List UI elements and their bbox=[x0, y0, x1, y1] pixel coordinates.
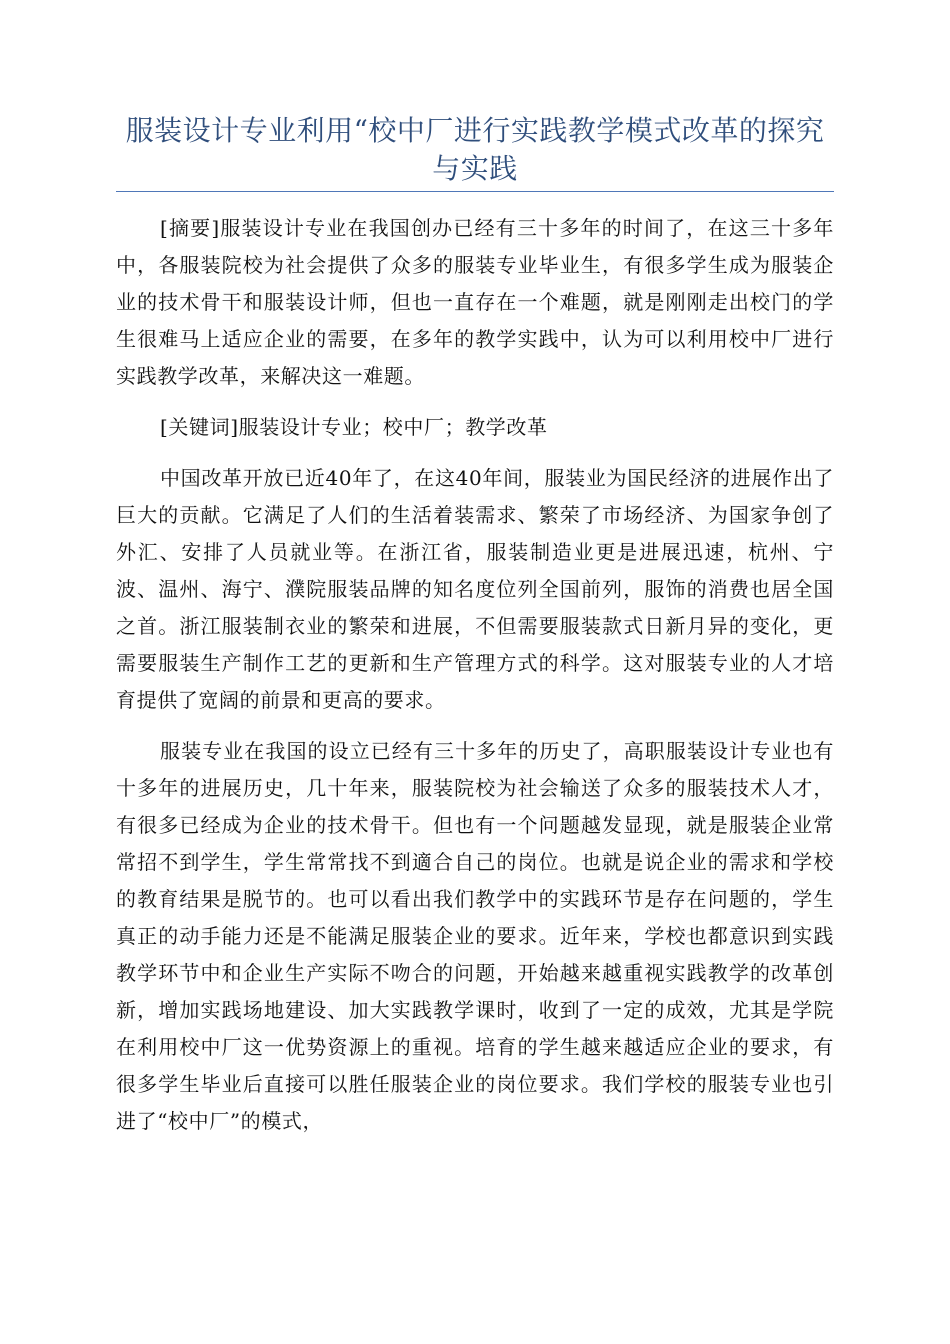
document-title: 服装设计专业利用“校中厂进行实践教学模式改革的探究与实践 bbox=[125, 114, 825, 185]
document-body bbox=[116, 210, 834, 1140]
body-paragraph-2: 服装专业在我国的设立已经有三十多年的历史了，高职服装设计专业也有十多年的进展历史，几十年来，服装院校为社会输送了众多的服装技术人才，有很多已经成为企业的技术骨干。但也有一个问题越发显现，就是服装企业常常招不到学生，学生常常找不到適合自己的岗位。也就是说企业的需求和学校的教育结果是脱节的。也可以看出我们教学中的实践环节是存在问题的，学生真正的动手能力还是不能满足服装企业的要求。近年来，学校也都意识到实践教学环节中和企业生产实际不吻合的问题，开始越来越重视实践教学的改革创新，增加实践场地建设、加大实践教学课时，收到了一定的成效，尤其是学院在利用校中厂这一优势资源上的重视。培育的学生越来越适应企业的要求，有很多学生毕业后直接可以胜任服装企业的岗位要求。我们学校的服装专业也引进了“校中厂”的模式， bbox=[116, 739, 834, 1133]
title-block bbox=[116, 112, 834, 192]
abstract-paragraph: [摘要]服装设计专业在我国创办已经有三十多年的时间了，在这三十多年中，各服装院校为社会提供了众多的服装专业毕业生，有很多学生成为服装企业的技术骨干和服装设计师，但也一直存在一个难题，就是刚刚走出校门的学生很难马上适应企业的需要，在多年的教学实践中，认为可以利用校中厂进行实践教学改革，来解决这一难题。 bbox=[116, 216, 834, 388]
body-paragraph-1: 中国改革开放已近40年了，在这40年间，服装业为国民经济的进展作出了巨大的贡献。它满足了人们的生活着装需求、繁荣了市场经济、为国家争创了外汇、安排了人员就业等。在浙江省，服装制造业更是进展迅速，杭州、宁波、温州、海宁、濮院服装品牌的知名度位列全国前列，服饰的消费也居全国之首。浙江服装制衣业的繁荣和进展，不但需要服装款式日新月异的变化，更需要服装生产制作工艺的更新和生产管理方式的科学。这对服装专业的人才培育提供了宽阔的前景和更高的要求。 bbox=[116, 466, 834, 712]
keywords-paragraph: [关键词]服装设计专业；校中厂；教学改革 bbox=[160, 415, 548, 439]
title-underline bbox=[116, 191, 834, 192]
